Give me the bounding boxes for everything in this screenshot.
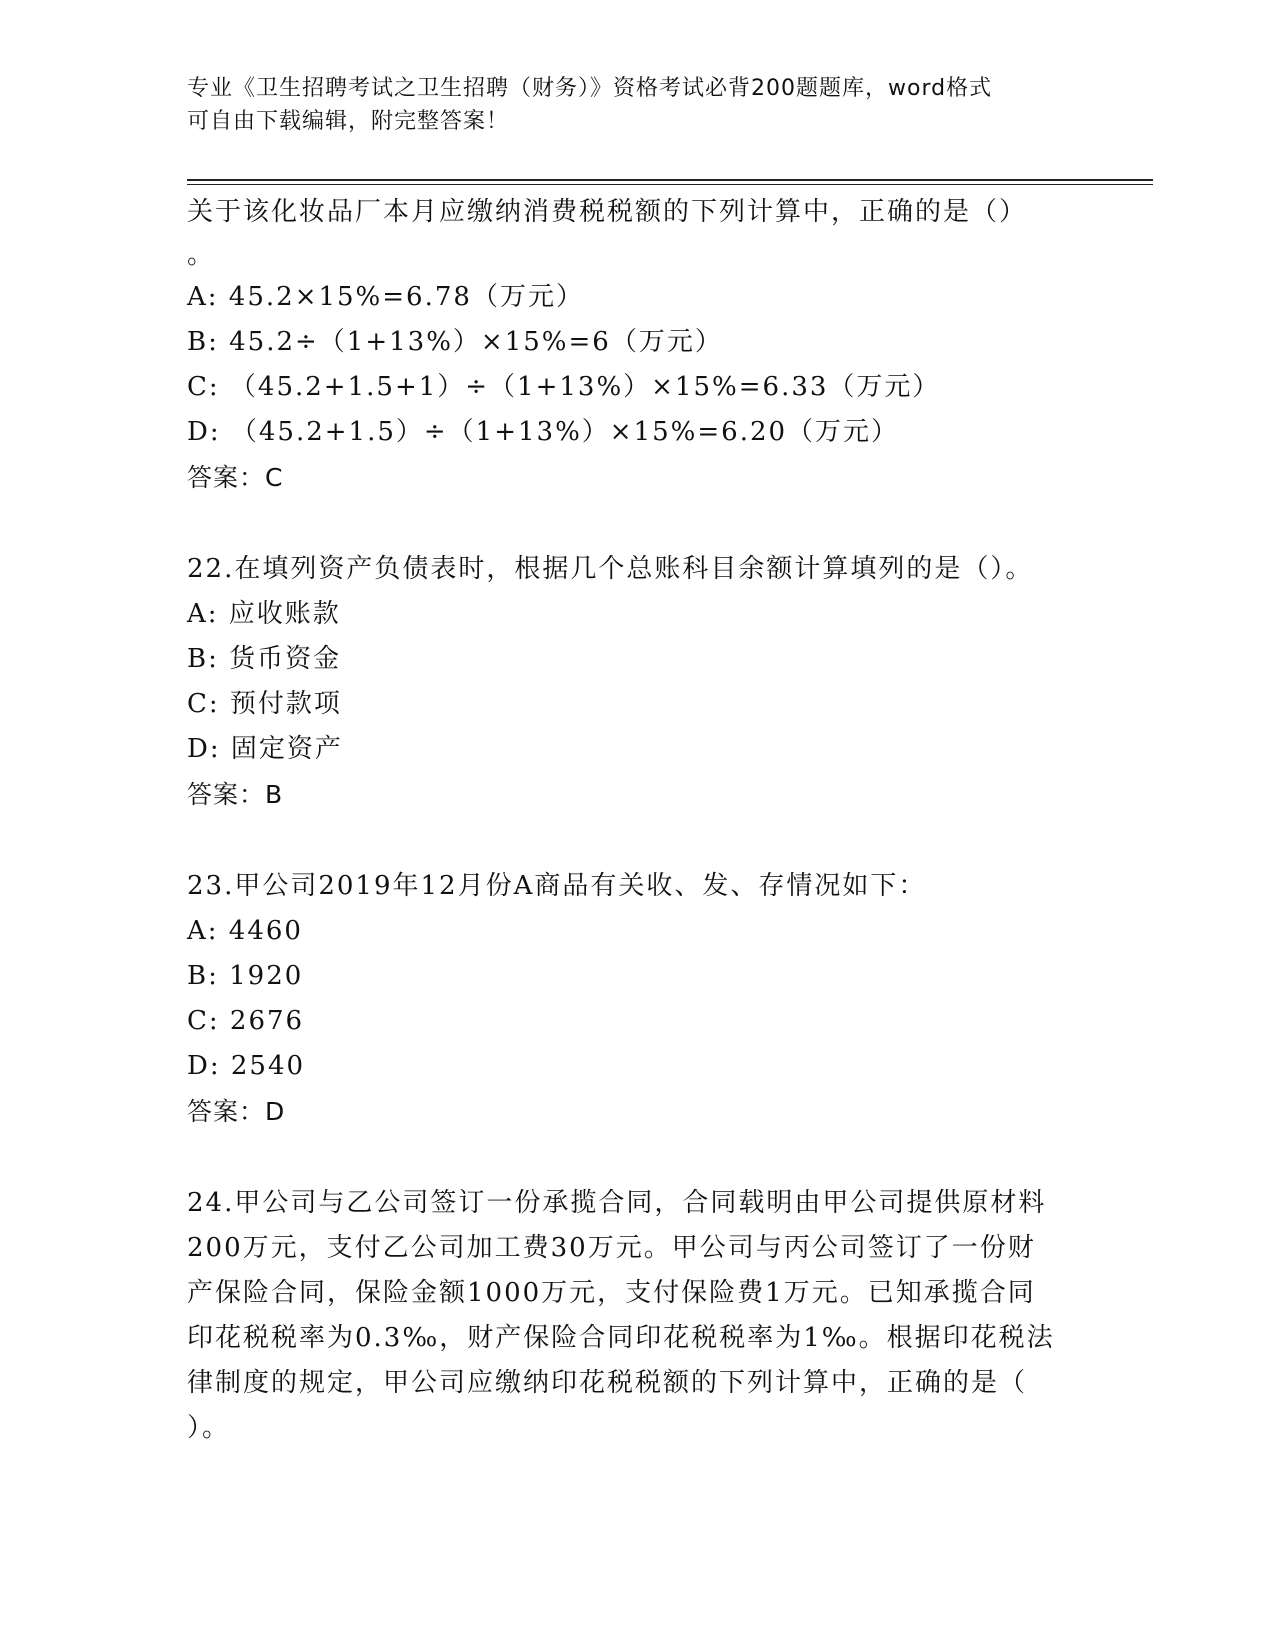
question-stem-line: 24.甲公司与乙公司签订一份承揽合同，合同载明由甲公司提供原材料 [187,1188,1047,1218]
document-header [187,72,1087,138]
question-stem-line: 律制度的规定，甲公司应缴纳印花税税额的下列计算中，正确的是（ [187,1368,1028,1398]
option-c: C: （45.2+1.5+1）÷（1+13%）×15%=6.33（万元） [187,372,941,402]
question-21 [187,190,1087,500]
header-title-line-2: 可自由下载编辑，附完整答案！ [187,109,510,134]
answer-line: 答案：C [187,463,284,492]
question-stem-continuation: 。 [187,240,216,270]
question-22 [187,547,1087,817]
question-stem-line: 产保险合同，保险金额1000万元，支付保险费1万元。已知承揽合同 [187,1278,1036,1308]
question-stem-line: 200万元，支付乙公司加工费30万元。甲公司与丙公司签订了一份财 [187,1233,1036,1263]
option-a: A: 4460 [187,916,303,946]
header-title-line-1: 专业《卫生招聘考试之卫生招聘（财务）》资格考试必背200题题库，word格式 [187,76,993,101]
question-stem: 关于该化妆品厂本月应缴纳消费税税额的下列计算中，正确的是（） [187,197,1028,227]
question-stem-line: 印花税税率为0.3‰，财产保险合同印花税税率为1‰。根据印花税法 [187,1323,1055,1353]
option-a: A: 应收账款 [187,599,341,629]
question-stem: 22.在填列资产负债表时，根据几个总账科目余额计算填列的是（）。 [187,554,1034,584]
option-d: D: 固定资产 [187,734,343,764]
question-stem: 23.甲公司2019年12月份A商品有关收、发、存情况如下： [187,871,927,901]
answer-line: 答案：D [187,1097,286,1126]
option-b: B: 货币资金 [187,644,342,674]
option-b: B: 1920 [187,961,304,991]
option-d: D: （45.2+1.5）÷（1+13%）×15%=6.20（万元） [187,417,900,447]
question-23 [187,864,1087,1134]
header-divider-thin [187,184,1153,185]
header-divider-thick [187,179,1153,181]
option-c: C: 2676 [187,1006,305,1036]
option-c: C: 预付款项 [187,689,342,719]
question-spacer [187,817,1087,864]
option-d: D: 2540 [187,1051,306,1081]
answer-line: 答案：B [187,780,284,809]
option-a: A: 45.2×15%=6.78（万元） [187,282,584,312]
question-24 [187,1181,1087,1451]
question-stem-line: ）。 [187,1413,231,1443]
option-b: B: 45.2÷（1+13%）×15%=6（万元） [187,327,723,357]
question-spacer [187,500,1087,547]
question-list [187,190,1087,1451]
question-spacer [187,1134,1087,1181]
